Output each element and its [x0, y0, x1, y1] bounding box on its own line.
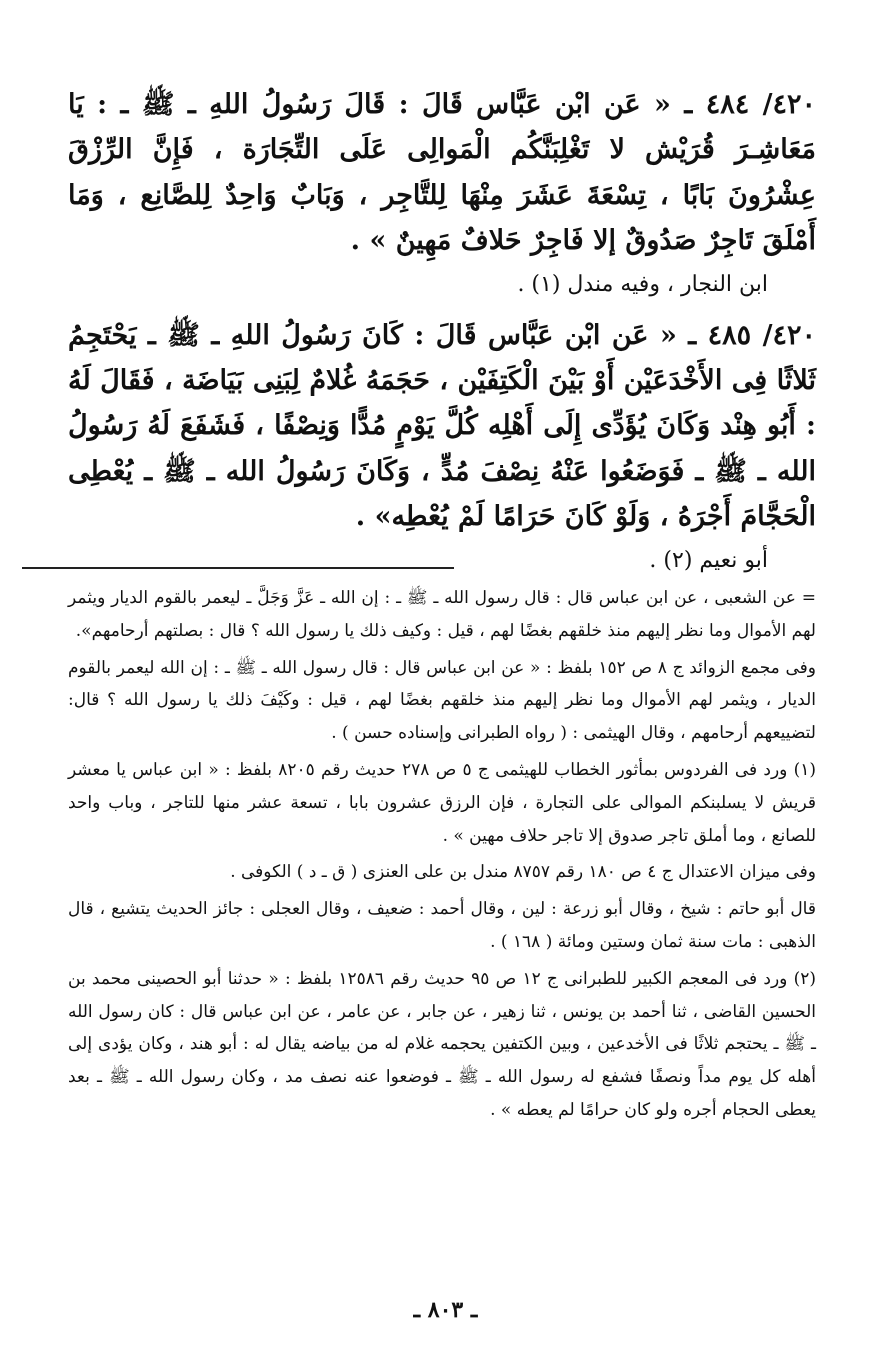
footnote-1-narrators: قال أبو حاتم : شيخ ، وقال أبو زرعة : لين ، وقال أحمد : ضعيف ، وقال العجلى : جائز الحديث يتشيع ، قال الذهبى : مات سنة ثمان وستين ومائة ( ١٦٨ ) . — [68, 899, 816, 952]
footnote-1: (١) ورد فى الفردوس بمأثور الخطاب للهيثمى ج ٥ ص ٢٧٨ حديث رقم ٨٢٠٥ بلفظ : « ابن عباس يا معشر قريش لا يسلبنكم الموالى على التجارة ، فإن الرزق عشرون بابا ، تسعة عشر منها للتاجر ، وباب واحد للصانع ، وما أملق تاجر صدوق إلا تاجر حلاف مهين » . — [68, 759, 817, 846]
hadith-485: ٤٢٠/ ٤٨٥ ـ « عَن ابْن عَبَّاس قَالَ : كَانَ رَسُولُ اللهِ ـ ﷺ ـ يَحْتَجِمُ ثَلاثًا فِى الأَخْدَعَيْن أَوْ بَيْنَ الْكَتِفَيْن ، حَجَمَهُ غُلامٌ لِبَنِى بَيَاضَة ، فَقَالَ لَهُ : أَبُو هِنْد وَكَانَ يُؤَدِّى إِلَى أَهْلِه كُلَّ يَوْمٍ مُدًّا وَنِصْفًا ، فَشَفَعَ لَهُ رَسُولُ الله ـ ﷺ ـ فَوَضَعُوا عَنْهُ نِصْفَ مُدٍّ ، وَكَانَ رَسُولُ الله ـ ﷺ ـ يُعْطِى الْحَجَّامَ أَجْرَهُ ، وَلَوْ كَانَ حَرَامًا لَمْ يُعْطِه» . — [68, 319, 816, 533]
hadith-485-source: أبو نعيم (٢) . — [649, 548, 768, 574]
page-number: ـ ٨٠٣ ـ — [413, 1297, 478, 1323]
footnote-divider — [22, 567, 454, 569]
footnotes — [68, 582, 816, 1131]
main-text — [68, 82, 816, 589]
footnote-majma: وفى مجمع الزوائد ج ٨ ص ١٥٢ بلفظ : « عن ابن عباس قال : قال رسول الله ـ ﷺ ـ : إن الله ليعمر بالقوم الديار ، ويثمر لهم الأموال وما نظر إليهم منذ خلقهم بغضًا لهم ، قيل : وكَيْفَ ذلك يا رسول الله ؟ قال: لتضييعهم أرحامهم ، وقال الهيثمى : ( رواه الطبرانى وإسناده حسن ) . — [68, 657, 816, 744]
footnote-2: (٢) ورد فى المعجم الكبير للطبرانى ج ١٢ ص ٩٥ حديث رقم ١٢٥٨٦ بلفظ : « حدثنا أبو الحصينى محمد بن الحسين القاضى ، ثنا أحمد بن يونس ، ثنا زهير ، عن جابر ، عن عامر ، عن ابن عباس قال : كان رسول الله ـ ﷺ ـ يحتجم ثلاثًا فى الأخدعين ، وبين الكتفين يحجمه غلام له من بياضه يقال له : أبو هند ، وكان يؤدى إلى أهله كل يوم مداً ونصفًا فشفع له رسول الله ـ ﷺ ـ فوضعوا عنه نصف مد ، وكان رسول الله ـ ﷺ ـ بعد يعطى الحجام أجره ولو كان حرامًا لم يعطه » . — [68, 968, 816, 1120]
footnote-1-mizan: وفى ميزان الاعتدال ج ٤ ص ١٨٠ رقم ٨٧٥٧ مندل بن على العنزى ( ق ـ د ) الكوفى . — [230, 862, 816, 883]
hadith-484-source: ابن النجار ، وفيه مندل (١) . — [517, 272, 768, 298]
hadith-484: ٤٢٠/ ٤٨٤ ـ « عَن ابْن عَبَّاس قَالَ : قَالَ رَسُولُ اللهِ ـ ﷺ ـ : يَا مَعَاشِـرَ قُرَيْش لا تَغْلِبَنَّكُم الْمَوالِى عَلَى التِّجَارَة ، فَإِنَّ الرِّزْقَ عِشْرُونَ بَابًا ، تِسْعَةَ عَشَرَ مِنْهَا لِلتَّاجِر ، وَبَابٌ وَاحِدٌ لِلصَّانِع ، وَمَا أَمْلَقَ تَاجِرٌ صَدُوقٌ إلا فَاجِرٌ حَلافٌ مَهِينٌ » . — [68, 89, 816, 257]
footnote-continuation: = عن الشعبى ، عن ابن عباس قال : قال رسول الله ـ ﷺ ـ : إن الله ـ عَزَّ وَجَلَّ ـ ليعمر بالقوم الديار ويثمر لهم الأموال وما نظر إليهم منذ خلقهم بغضًا لهم ، قيل : وكيف ذلك يا رسول الله ؟ قال : بصلتهم أرحامهم». — [68, 588, 816, 641]
